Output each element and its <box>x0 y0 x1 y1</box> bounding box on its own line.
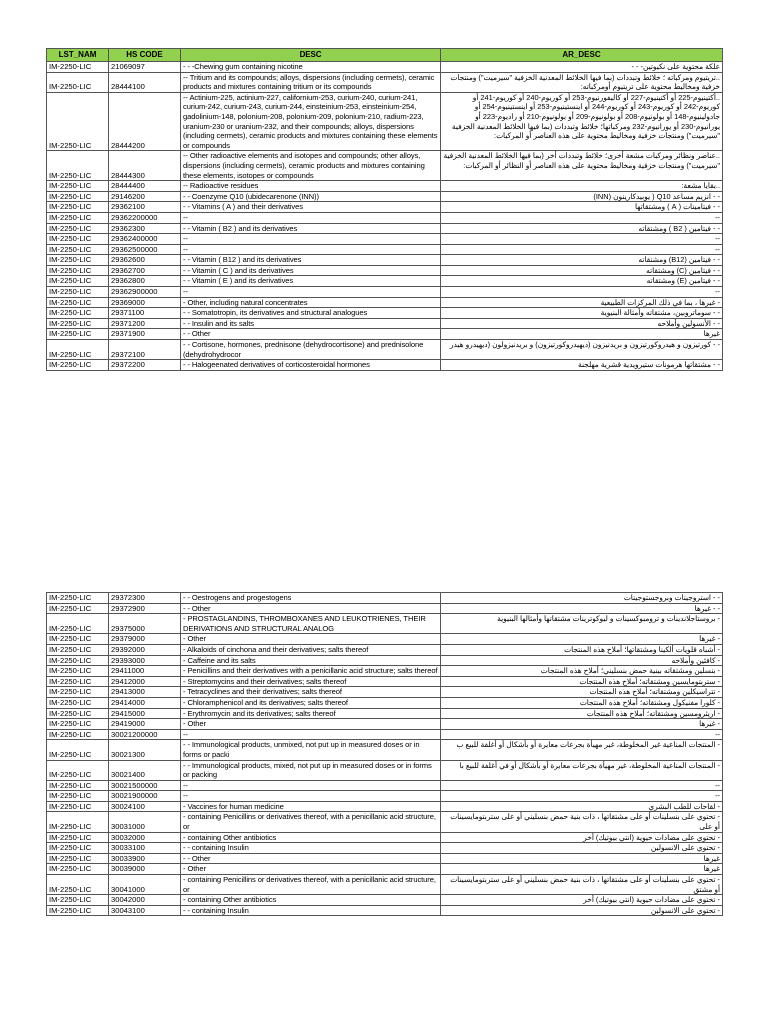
table-row <box>47 644 723 655</box>
lst-nam-cell: IM-2250-LIC <box>47 697 109 708</box>
hs-code-cell: 30041000 <box>109 875 181 895</box>
desc-cell: - - Vitamin ( B12 ) and its derivatives <box>181 255 441 266</box>
ar-desc-cell: - - فيتامين (E) ومشتقاته <box>441 276 723 287</box>
ar-desc-cell: - المنتجات المناعية غير المخلوطة، غير مهيأة بجرعات معايرة أو بأشكال أو أغلفة للبيع ب <box>441 740 723 760</box>
table-row <box>47 62 723 73</box>
ar-desc-cell: - ستربتومايسين ومشتقاته؛ أملاح هذه المنتجات <box>441 676 723 687</box>
desc-cell: - Caffeine and its salts <box>181 655 441 666</box>
lst-nam-cell: IM-2250-LIC <box>47 614 109 634</box>
table-row <box>47 593 723 604</box>
hs-code-cell: 29362700 <box>109 265 181 276</box>
ar-desc-cell: - تحتوي على مضادات حيوية (انتي بيوتيك) أخر <box>441 832 723 843</box>
desc-cell: - - Cortisone, hormones, prednisone (dehydrocortisone) and prednisolone (dehydrohydrocor <box>181 340 441 360</box>
table-row <box>47 697 723 708</box>
desc-cell: - - Somatotropin, its derivatives and structural analogues <box>181 308 441 319</box>
ar-desc-cell: - تحتوي على مضادات حيوية (انتي بيوتيك) أخر <box>441 895 723 906</box>
lst-nam-cell: IM-2250-LIC <box>47 853 109 864</box>
hs-code-cell: 29362200000 <box>109 212 181 223</box>
table-row <box>47 244 723 255</box>
header-hs-code: HS CODE <box>109 49 181 62</box>
table-row <box>47 676 723 687</box>
ar-desc-cell: - - فيتامينات ( A ) ومشتقاتها <box>441 202 723 213</box>
table-row <box>47 801 723 812</box>
hs-code-cell: 29371100 <box>109 308 181 319</box>
table-row <box>47 634 723 645</box>
hs-code-cell: 29362400000 <box>109 234 181 245</box>
hs-code-cell: 29392000 <box>109 644 181 655</box>
hs-code-cell: 30021900000 <box>109 791 181 802</box>
lst-nam-cell: IM-2250-LIC <box>47 801 109 812</box>
table-row <box>47 812 723 832</box>
lst-nam-cell: IM-2250-LIC <box>47 666 109 677</box>
desc-cell: - Other <box>181 719 441 730</box>
ar-desc-cell: - - مشتقاتها هرمونات ستيرويدية قشرية مهلجنة <box>441 360 723 371</box>
table-row <box>47 864 723 875</box>
hs-code-cell: 28444200 <box>109 92 181 151</box>
desc-cell: -- <box>181 780 441 791</box>
ar-desc-cell: ..أكتينيوم-225 أو أكتينيوم-227 أو كاليفورنيوم-253 أو كوريوم-240 أو كوريوم-241 أو كوريوم-242 أو كوريوم-243 أو كوريوم-244 أو اينستينيوم-253 أو اينستينيوم-254 أو جادولينيوم-148 أو بولونيوم-208 أو بولونيوم-209 أو بولونيوم-210 أو راديوم-223 أو يورانيوم-230 أو يورانيوم-232 ومركباتها؛ خلائط وتبددات (بما فيها الخلائط المعدنية الخزفية "سيرميت") ومنتجات خزفية ومخاليط محتوية على هذه العناصر أو المركبات: <box>441 92 723 151</box>
ar-desc-cell: - غيرها <box>441 634 723 645</box>
lst-nam-cell: IM-2250-LIC <box>47 719 109 730</box>
ar-desc-cell: غيرها <box>441 329 723 340</box>
table-row <box>47 719 723 730</box>
lst-nam-cell: IM-2250-LIC <box>47 740 109 760</box>
table-row <box>47 276 723 287</box>
hs-code-cell: 21069097 <box>109 62 181 73</box>
ar-desc-cell: - تحتوي على الانسولين <box>441 843 723 854</box>
desc-cell: -- Radioactive residues <box>181 181 441 192</box>
hs-code-cell: 29372100 <box>109 340 181 360</box>
lst-nam-cell: IM-2250-LIC <box>47 895 109 906</box>
hs-code-cell: 29371900 <box>109 329 181 340</box>
desc-cell: - Tetracyclines and their derivatives; salts thereof <box>181 687 441 698</box>
hs-code-cell: 30042000 <box>109 895 181 906</box>
table-row <box>47 905 723 916</box>
table-row <box>47 212 723 223</box>
table-row <box>47 297 723 308</box>
lst-nam-cell: IM-2250-LIC <box>47 151 109 181</box>
lst-nam-cell: IM-2250-LIC <box>47 223 109 234</box>
table-row <box>47 895 723 906</box>
ar-desc-cell: ..عناصر ونظائر ومركبات مشعة أخرى؛ خلائط وتبددات أخر (بما فيها الخلائط المعدنية الخزفية "سيرميت") ومنتجات خزفية ومخاليط محتوية على هذه العناصر أو النظائر أو المركبات: <box>441 151 723 181</box>
hs-code-cell: 29414000 <box>109 697 181 708</box>
desc-cell: - - Halogeenated derivatives of corticosteroidal hormones <box>181 360 441 371</box>
ar-desc-cell: - أشباه قلويات ألكينا ومشتقاتها؛ أملاح هذه المنتجات <box>441 644 723 655</box>
table-row <box>47 614 723 634</box>
ar-desc-cell: - غيرها ، بما في ذلك المركزات الطبيعية <box>441 297 723 308</box>
ar-desc-cell: - اريثرومسين ومشتقاته؛ أملاح هذه المنتجات <box>441 708 723 719</box>
hs-code-cell: 29362800 <box>109 276 181 287</box>
hs-code-table-lower <box>46 592 723 916</box>
lst-nam-cell: IM-2250-LIC <box>47 655 109 666</box>
table-row <box>47 853 723 864</box>
lst-nam-cell: IM-2250-LIC <box>47 812 109 832</box>
desc-cell: -- Tritium and its compounds; alloys, dispersions (including cermets), ceramic products and mixtures containing tritium or its compounds <box>181 72 441 92</box>
desc-cell: -- Other radioactive elements and isotopes and compounds; other alloys, dispersions (including cermets), ceramic products and mixtures containing these elements, isotopes or compounds <box>181 151 441 181</box>
desc-cell: - Other, including natural concentrates <box>181 297 441 308</box>
desc-cell: - containing Other antibiotics <box>181 832 441 843</box>
ar-desc-cell: - - فيتامين (B12) ومشتقاته <box>441 255 723 266</box>
ar-desc-cell: -- <box>441 729 723 740</box>
table-row <box>47 318 723 329</box>
hs-code-cell: 29362500000 <box>109 244 181 255</box>
desc-cell: - - Vitamin ( E ) and its derivatives <box>181 276 441 287</box>
lst-nam-cell: IM-2250-LIC <box>47 905 109 916</box>
table-row <box>47 780 723 791</box>
table-row <box>47 360 723 371</box>
desc-cell: -- <box>181 212 441 223</box>
hs-code-cell: 29371200 <box>109 318 181 329</box>
lst-nam-cell: IM-2250-LIC <box>47 340 109 360</box>
hs-code-cell: 29372200 <box>109 360 181 371</box>
ar-desc-cell: - - فيتامين ( B2 ) ومشتقاته <box>441 223 723 234</box>
hs-code-cell: 29146200 <box>109 191 181 202</box>
lst-nam-cell: IM-2250-LIC <box>47 843 109 854</box>
ar-desc-cell: - بروستاجلاندينات و ترومبوكسينات و ليوكوترينات مشتقاتها وأمثالها البنيوية <box>441 614 723 634</box>
desc-cell: - Alkaloids of cinchona and their derivatives; salts thereof <box>181 644 441 655</box>
table-row <box>47 740 723 760</box>
desc-cell: -- <box>181 244 441 255</box>
desc-cell: - - Immunological products, mixed, not put up in measured doses or in forms or packing <box>181 760 441 780</box>
lst-nam-cell: IM-2250-LIC <box>47 687 109 698</box>
table-row <box>47 92 723 151</box>
hs-code-table-upper <box>46 48 723 371</box>
hs-code-cell: 29362100 <box>109 202 181 213</box>
desc-cell: - containing Penicillins or derivatives thereof, with a penicillanic acid structure, or <box>181 812 441 832</box>
desc-cell: - Vaccines for human medicine <box>181 801 441 812</box>
desc-cell: - - Insulin and its salts <box>181 318 441 329</box>
desc-cell: - - Vitamin ( B2 ) and its derivatives <box>181 223 441 234</box>
table-row <box>47 234 723 245</box>
table-row <box>47 340 723 360</box>
ar-desc-cell: - تحتوي على الانسولين <box>441 905 723 916</box>
table-row <box>47 603 723 614</box>
hs-code-cell: 29362600 <box>109 255 181 266</box>
table-row <box>47 832 723 843</box>
lst-nam-cell: IM-2250-LIC <box>47 760 109 780</box>
hs-code-cell: 30043100 <box>109 905 181 916</box>
table-header-row <box>47 49 723 62</box>
lst-nam-cell: IM-2250-LIC <box>47 287 109 298</box>
table-row <box>47 760 723 780</box>
lst-nam-cell: IM-2250-LIC <box>47 634 109 645</box>
table-row <box>47 687 723 698</box>
ar-desc-cell: غيرها <box>441 853 723 864</box>
hs-code-cell: 30032000 <box>109 832 181 843</box>
lst-nam-cell: IM-2250-LIC <box>47 875 109 895</box>
header-lst-nam: LST_NAM <box>47 49 109 62</box>
lst-nam-cell: IM-2250-LIC <box>47 234 109 245</box>
desc-cell: - - containing Insulin <box>181 843 441 854</box>
table-row <box>47 729 723 740</box>
lst-nam-cell: IM-2250-LIC <box>47 191 109 202</box>
table-row <box>47 308 723 319</box>
table-row <box>47 843 723 854</box>
desc-cell: -- <box>181 287 441 298</box>
hs-code-cell: 29372900 <box>109 603 181 614</box>
table-row <box>47 708 723 719</box>
ar-desc-cell: -- <box>441 244 723 255</box>
lst-nam-cell: IM-2250-LIC <box>47 864 109 875</box>
hs-code-cell: 29411000 <box>109 666 181 677</box>
hs-code-cell: 30024100 <box>109 801 181 812</box>
lst-nam-cell: IM-2250-LIC <box>47 202 109 213</box>
hs-code-cell: 29369000 <box>109 297 181 308</box>
ar-desc-cell: ..تريتيوم ومركباته ؛ خلائط وتبددات (بما فيها الخلائط المعدنية الخزفية "سيرميت") ومنتجات خزفية ومخاليط محتوية على تريتيوم أومركباته: <box>441 72 723 92</box>
desc-cell: -- <box>181 791 441 802</box>
lst-nam-cell: IM-2250-LIC <box>47 729 109 740</box>
hs-code-cell: 30021200000 <box>109 729 181 740</box>
desc-cell: - containing Penicillins or derivatives thereof, with a penicillanic acid structure, or <box>181 875 441 895</box>
ar-desc-cell: - تتراسيكلين ومشتقاته؛ أملاح هذه المنتجات <box>441 687 723 698</box>
desc-cell: -- <box>181 234 441 245</box>
lst-nam-cell: IM-2250-LIC <box>47 265 109 276</box>
desc-cell: -- <box>181 729 441 740</box>
header-ar-desc: AR_DESC <box>441 49 723 62</box>
desc-cell: - - Other <box>181 603 441 614</box>
hs-code-cell: 29372300 <box>109 593 181 604</box>
lst-nam-cell: IM-2250-LIC <box>47 832 109 843</box>
hs-code-cell: 29412000 <box>109 676 181 687</box>
ar-desc-cell: - كلورا مفنيكول ومشتقاته؛ أملاح هذه المنتجات <box>441 697 723 708</box>
table-row <box>47 666 723 677</box>
hs-code-cell: 29393000 <box>109 655 181 666</box>
lst-nam-cell: IM-2250-LIC <box>47 360 109 371</box>
ar-desc-cell: - تحتوي على بنسلينات أو على مشتقاتها ، ذات بنية حمض بنسليني أو على ستربتومايسينات أو مشتق <box>441 875 723 895</box>
ar-desc-cell: - - الأنسولين وأملاحه <box>441 318 723 329</box>
hs-code-cell: 30031000 <box>109 812 181 832</box>
hs-code-cell: 28444100 <box>109 72 181 92</box>
desc-cell: - containing Other antibiotics <box>181 895 441 906</box>
ar-desc-cell: ..بقايا مشعة: <box>441 181 723 192</box>
lst-nam-cell: IM-2250-LIC <box>47 308 109 319</box>
lst-nam-cell: IM-2250-LIC <box>47 593 109 604</box>
hs-code-cell: 28444300 <box>109 151 181 181</box>
hs-code-cell: 30033100 <box>109 843 181 854</box>
ar-desc-cell: - غيرها <box>441 719 723 730</box>
hs-code-cell: 29415000 <box>109 708 181 719</box>
hs-code-cell: 29419000 <box>109 719 181 730</box>
hs-code-cell: 29362300 <box>109 223 181 234</box>
desc-cell: - Chloramphenicol and its derivatives; salts thereof <box>181 697 441 708</box>
desc-cell: - - Immunological products, unmixed, not put up in measured doses or in forms or packi <box>181 740 441 760</box>
desc-cell: - - Other <box>181 329 441 340</box>
ar-desc-cell: -- <box>441 287 723 298</box>
desc-cell: - - containing Insulin <box>181 905 441 916</box>
desc-cell: - - Oestrogens and progestogens <box>181 593 441 604</box>
table-row <box>47 255 723 266</box>
ar-desc-cell: - - غيرها <box>441 603 723 614</box>
lst-nam-cell: IM-2250-LIC <box>47 276 109 287</box>
lst-nam-cell: IM-2250-LIC <box>47 708 109 719</box>
lst-nam-cell: IM-2250-LIC <box>47 780 109 791</box>
lst-nam-cell: IM-2250-LIC <box>47 297 109 308</box>
header-desc: DESC <box>181 49 441 62</box>
ar-desc-cell: - لقاحات للطب البشري <box>441 801 723 812</box>
lst-nam-cell: IM-2250-LIC <box>47 255 109 266</box>
hs-code-cell: 30021300 <box>109 740 181 760</box>
ar-desc-cell: - بنسلين ومشتقاته بينية حمض بنسليني؛ أملاح هذه المنتجات <box>441 666 723 677</box>
desc-cell: -- Actinium-225, actinium-227, californium-253, curium-240, curium-241, curium-242, curium-243, curium-244, einsteinium-253, einsteinium-254, gadolinium-148, polonium-208, polonium-209, polonium-210, radium-223, uranium-230 or uranium-232, and their compounds; alloys, dispersions (including cermets), ceramic products and mixtures containing these elements or compounds <box>181 92 441 151</box>
desc-cell: - PROSTAGLANDINS, THROMBOXANES AND LEUKOTRIENES, THEIR DERIVATIONS AND STRUCTURAL ANALOG <box>181 614 441 634</box>
ar-desc-cell: - المنتجات المناعية المخلوطة، غير مهيأة بجرعات معايرة أو بأشكال أو في أغلفة للبيع با <box>441 760 723 780</box>
hs-code-cell: 30033900 <box>109 853 181 864</box>
ar-desc-cell: غيرها <box>441 864 723 875</box>
hs-code-cell: 29375000 <box>109 614 181 634</box>
ar-desc-cell: علكة محتوية على نكيوتين- - - <box>441 62 723 73</box>
desc-cell: - - Vitamin ( C ) and its derivatives <box>181 265 441 276</box>
ar-desc-cell: -- <box>441 780 723 791</box>
lst-nam-cell: IM-2250-LIC <box>47 318 109 329</box>
desc-cell: - - Other <box>181 853 441 864</box>
table-row <box>47 265 723 276</box>
lst-nam-cell: IM-2250-LIC <box>47 92 109 151</box>
ar-desc-cell: -- <box>441 212 723 223</box>
desc-cell: - Streptomycins and their derivatives; salts thereof <box>181 676 441 687</box>
table-row <box>47 329 723 340</box>
ar-desc-cell: - - فيتامين (C) ومشتقاته <box>441 265 723 276</box>
table-row <box>47 875 723 895</box>
table-row <box>47 791 723 802</box>
hs-code-cell: 30021500000 <box>109 780 181 791</box>
table-row <box>47 151 723 181</box>
table-row <box>47 191 723 202</box>
desc-cell: - Erythromycin and its derivatives; salts thereof <box>181 708 441 719</box>
table-row <box>47 181 723 192</box>
ar-desc-cell: - كافئين وأملاحه <box>441 655 723 666</box>
table-row <box>47 72 723 92</box>
ar-desc-cell: - - انزيم مساعد Q10 ( يوبيدكارينون (INN) <box>441 191 723 202</box>
lst-nam-cell: IM-2250-LIC <box>47 603 109 614</box>
desc-cell: - - Coenzyme Q10 (ubidecarenone (INN)) <box>181 191 441 202</box>
table-row <box>47 287 723 298</box>
lst-nam-cell: IM-2250-LIC <box>47 676 109 687</box>
desc-cell: - - Vitamins ( A ) and their derivatives <box>181 202 441 213</box>
hs-code-cell: 30021400 <box>109 760 181 780</box>
ar-desc-cell: -- <box>441 791 723 802</box>
hs-code-cell: 28444400 <box>109 181 181 192</box>
hs-code-cell: 30039000 <box>109 864 181 875</box>
hs-code-cell: 29379000 <box>109 634 181 645</box>
ar-desc-cell: - - استروجينات وبروجستوجينات <box>441 593 723 604</box>
hs-code-cell: 29362900000 <box>109 287 181 298</box>
table-row <box>47 655 723 666</box>
lst-nam-cell: IM-2250-LIC <box>47 72 109 92</box>
lst-nam-cell: IM-2250-LIC <box>47 212 109 223</box>
desc-cell: - Penicillins and their derivatives with a penicillanic acid structure; salts thereof <box>181 666 441 677</box>
ar-desc-cell: - - سوماتروبين، مشتقاته وأمثالة البنيوية <box>441 308 723 319</box>
lst-nam-cell: IM-2250-LIC <box>47 791 109 802</box>
lst-nam-cell: IM-2250-LIC <box>47 644 109 655</box>
desc-cell: - Other <box>181 864 441 875</box>
hs-code-cell: 29413000 <box>109 687 181 698</box>
lst-nam-cell: IM-2250-LIC <box>47 244 109 255</box>
table-row <box>47 202 723 213</box>
ar-desc-cell: - تحتوي على بنسلينات أو على مشتقاتها ، ذات بنية حمض بنسليني أو على ستربتومايسينات أو على <box>441 812 723 832</box>
ar-desc-cell: - - كورتيزون و هيدروكورتيزون و بريدنيزون (ديهيدروكورتيزون) و بريدنيزولون (ديهيدرو هيدر <box>441 340 723 360</box>
lst-nam-cell: IM-2250-LIC <box>47 62 109 73</box>
lst-nam-cell: IM-2250-LIC <box>47 181 109 192</box>
lst-nam-cell: IM-2250-LIC <box>47 329 109 340</box>
table-row <box>47 223 723 234</box>
desc-cell: - Other <box>181 634 441 645</box>
desc-cell: - - -Chewing gum containing nicotine <box>181 62 441 73</box>
ar-desc-cell: -- <box>441 234 723 245</box>
